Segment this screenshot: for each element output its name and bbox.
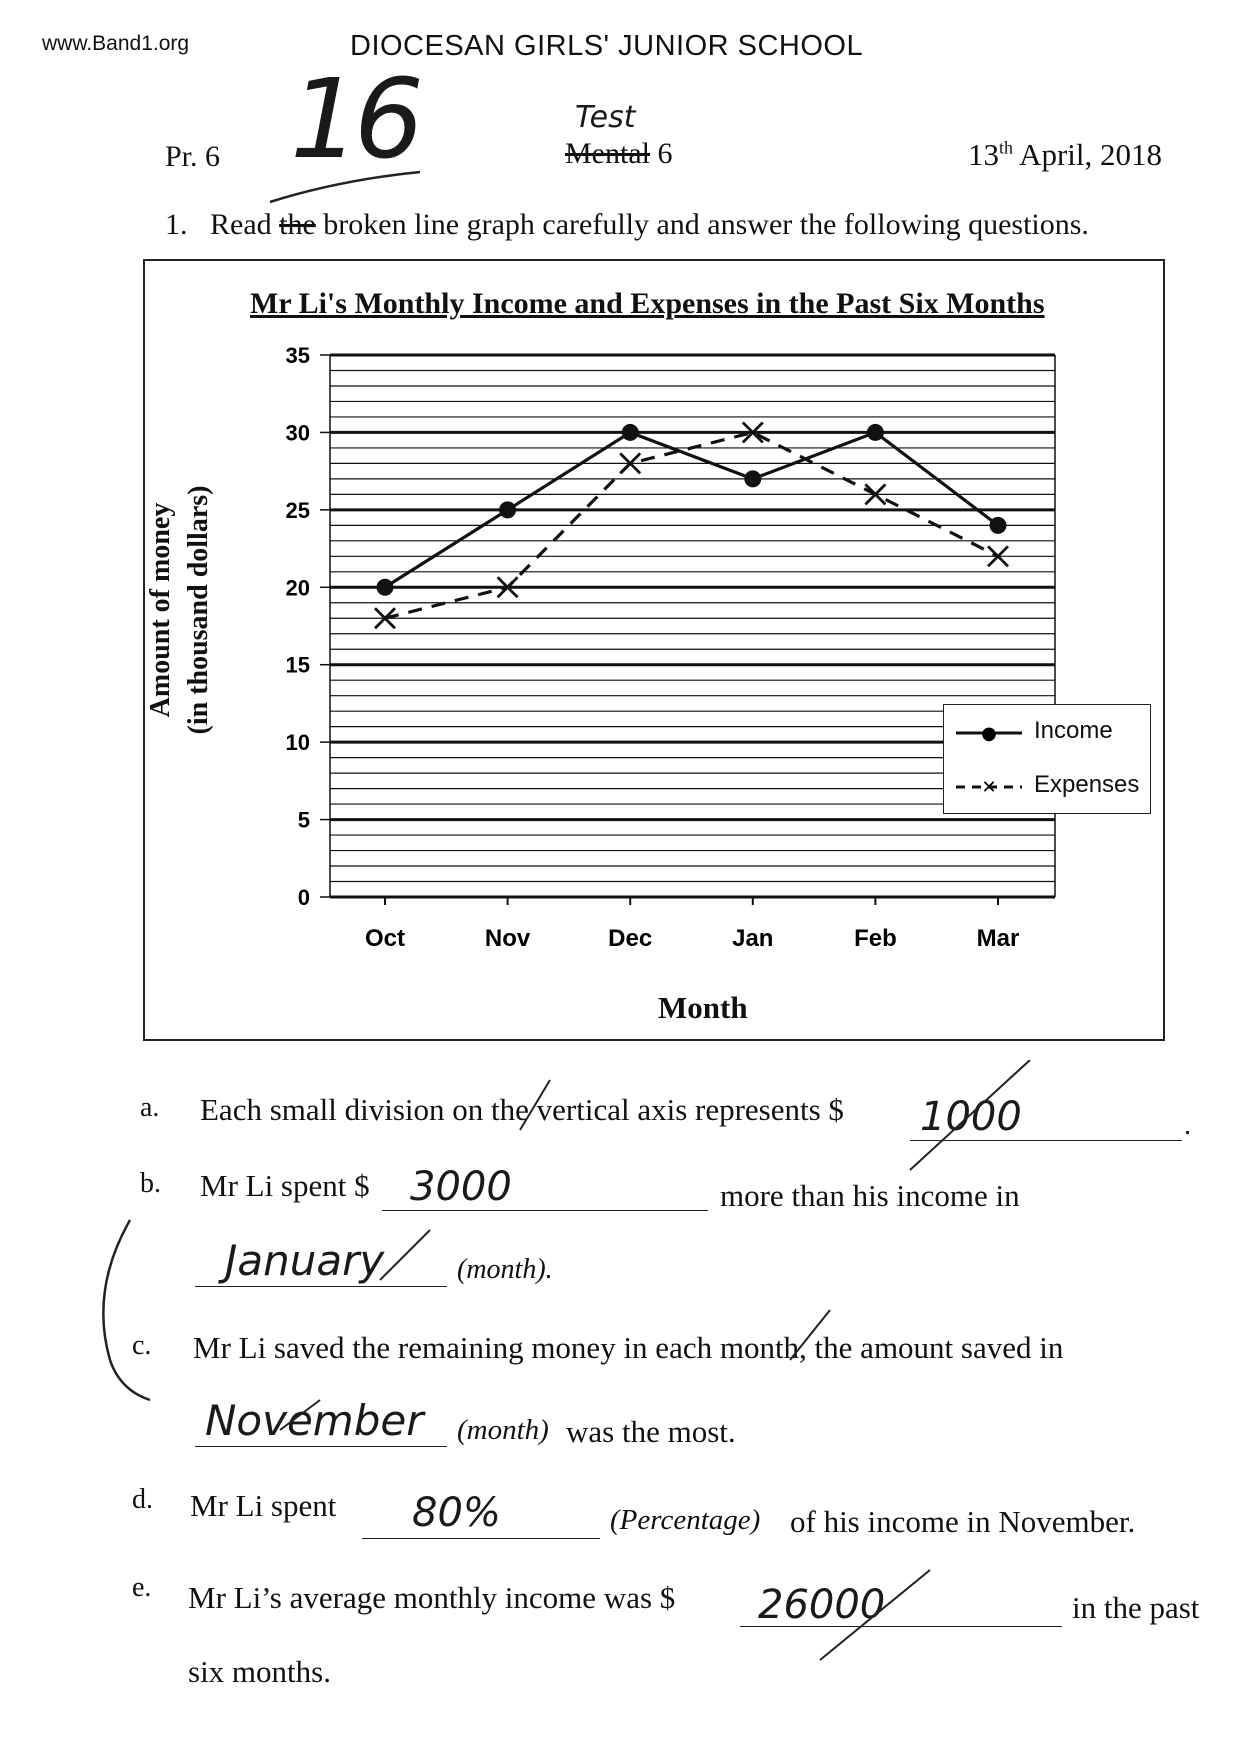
y-tick-label: 35 (285, 343, 310, 368)
prompt-before: Read (210, 208, 280, 241)
question-number: 1. (165, 208, 188, 241)
part-c-text1: Mr Li saved the remaining money in each month, the amount saved in (193, 1330, 1064, 1365)
x-tick-label: Nov (484, 925, 531, 952)
legend-expenses-line (954, 777, 1024, 797)
y-tick-label: 25 (285, 497, 310, 523)
part-d-label: d. (132, 1484, 153, 1515)
handwritten-score: 16 (290, 55, 418, 183)
x-tick-label: Jan (732, 925, 774, 952)
part-b-answer1[interactable]: 3000 (410, 1164, 512, 1210)
y-axis-label (142, 486, 218, 735)
income-point (499, 501, 516, 518)
test-handwritten: Test (575, 100, 636, 135)
x-axis-label: Month (658, 990, 748, 1025)
prompt-after: broken line graph carefully and answer the following questions. (315, 208, 1089, 241)
teacher-marks (0, 1060, 1240, 1720)
part-e-label: e. (132, 1572, 152, 1603)
date-suffix: th (999, 137, 1014, 158)
part-e-text2: in the past (1072, 1590, 1200, 1625)
part-c-text3: was the most. (566, 1414, 736, 1449)
legend-expenses-marker: ✕ (981, 777, 997, 797)
date-month-year: April, 2018 (1019, 137, 1162, 172)
x-tick-label: Dec (608, 925, 653, 952)
legend (943, 704, 1151, 814)
y-tick-label: 15 (285, 652, 310, 678)
legend-income-line (954, 723, 1024, 743)
part-b-label: b. (140, 1168, 161, 1199)
part-a-end: . (1184, 1110, 1191, 1141)
part-b-month-hint: (month). (457, 1254, 553, 1285)
income-point (744, 470, 761, 487)
y-axis-label-line1: Amount of money (145, 502, 176, 718)
part-d-text3: of his income in November. (790, 1504, 1136, 1539)
part-d-text1: Mr Li spent (190, 1488, 337, 1523)
part-e-answer[interactable]: 26000 (758, 1582, 886, 1628)
income-point (867, 424, 884, 441)
legend-expenses-label: Expenses (1034, 771, 1140, 798)
part-a-text: Each small division on the vertical axis represents $ (200, 1092, 844, 1127)
income-point (990, 517, 1007, 534)
part-a-label: a. (140, 1092, 160, 1123)
part-c-answer[interactable]: November (205, 1396, 424, 1445)
part-c-month-hint: (month) (457, 1414, 549, 1446)
x-tick-label: Mar (976, 925, 1020, 952)
school-name: DIOCESAN GIRLS' JUNIOR SCHOOL (350, 30, 864, 62)
income-point (622, 424, 639, 441)
plot-area (330, 355, 1055, 897)
website-url: www.Band1.org (42, 32, 190, 55)
test-number: 6 (657, 137, 673, 170)
part-c-label: c. (132, 1330, 152, 1361)
part-b-text1: Mr Li spent $ (200, 1168, 370, 1203)
prompt-struck: the (279, 208, 316, 241)
class-label: Pr. 6 (165, 140, 221, 173)
chart-title: Mr Li's Monthly Income and Expenses in the Past Six Months (250, 287, 1045, 320)
mental-struck: Mental (565, 137, 650, 170)
part-d-percentage-hint: (Percentage) (610, 1504, 761, 1536)
part-b-answer2[interactable]: January (225, 1236, 385, 1285)
y-axis-label-line2: (in thousand dollars) (183, 485, 214, 735)
income-point (377, 579, 394, 596)
x-tick-label: Oct (364, 925, 406, 952)
date-day: 13 (968, 137, 999, 172)
part-a-answer[interactable]: 1000 (920, 1094, 1022, 1140)
part-b-text2: more than his income in (720, 1178, 1020, 1213)
legend-income-marker: ● (981, 723, 997, 743)
x-tick-label: Feb (854, 925, 897, 952)
y-tick-label: 0 (297, 885, 310, 910)
y-tick-label: 10 (285, 730, 310, 756)
y-tick-label: 30 (285, 420, 310, 446)
part-d-answer[interactable]: 80% (412, 1490, 501, 1536)
y-tick-label: 5 (297, 807, 310, 833)
part-e-text3: six months. (188, 1654, 331, 1689)
legend-income-label: Income (1034, 717, 1113, 744)
part-e-text1: Mr Li’s average monthly income was $ (188, 1580, 676, 1615)
y-tick-label: 20 (285, 575, 310, 601)
